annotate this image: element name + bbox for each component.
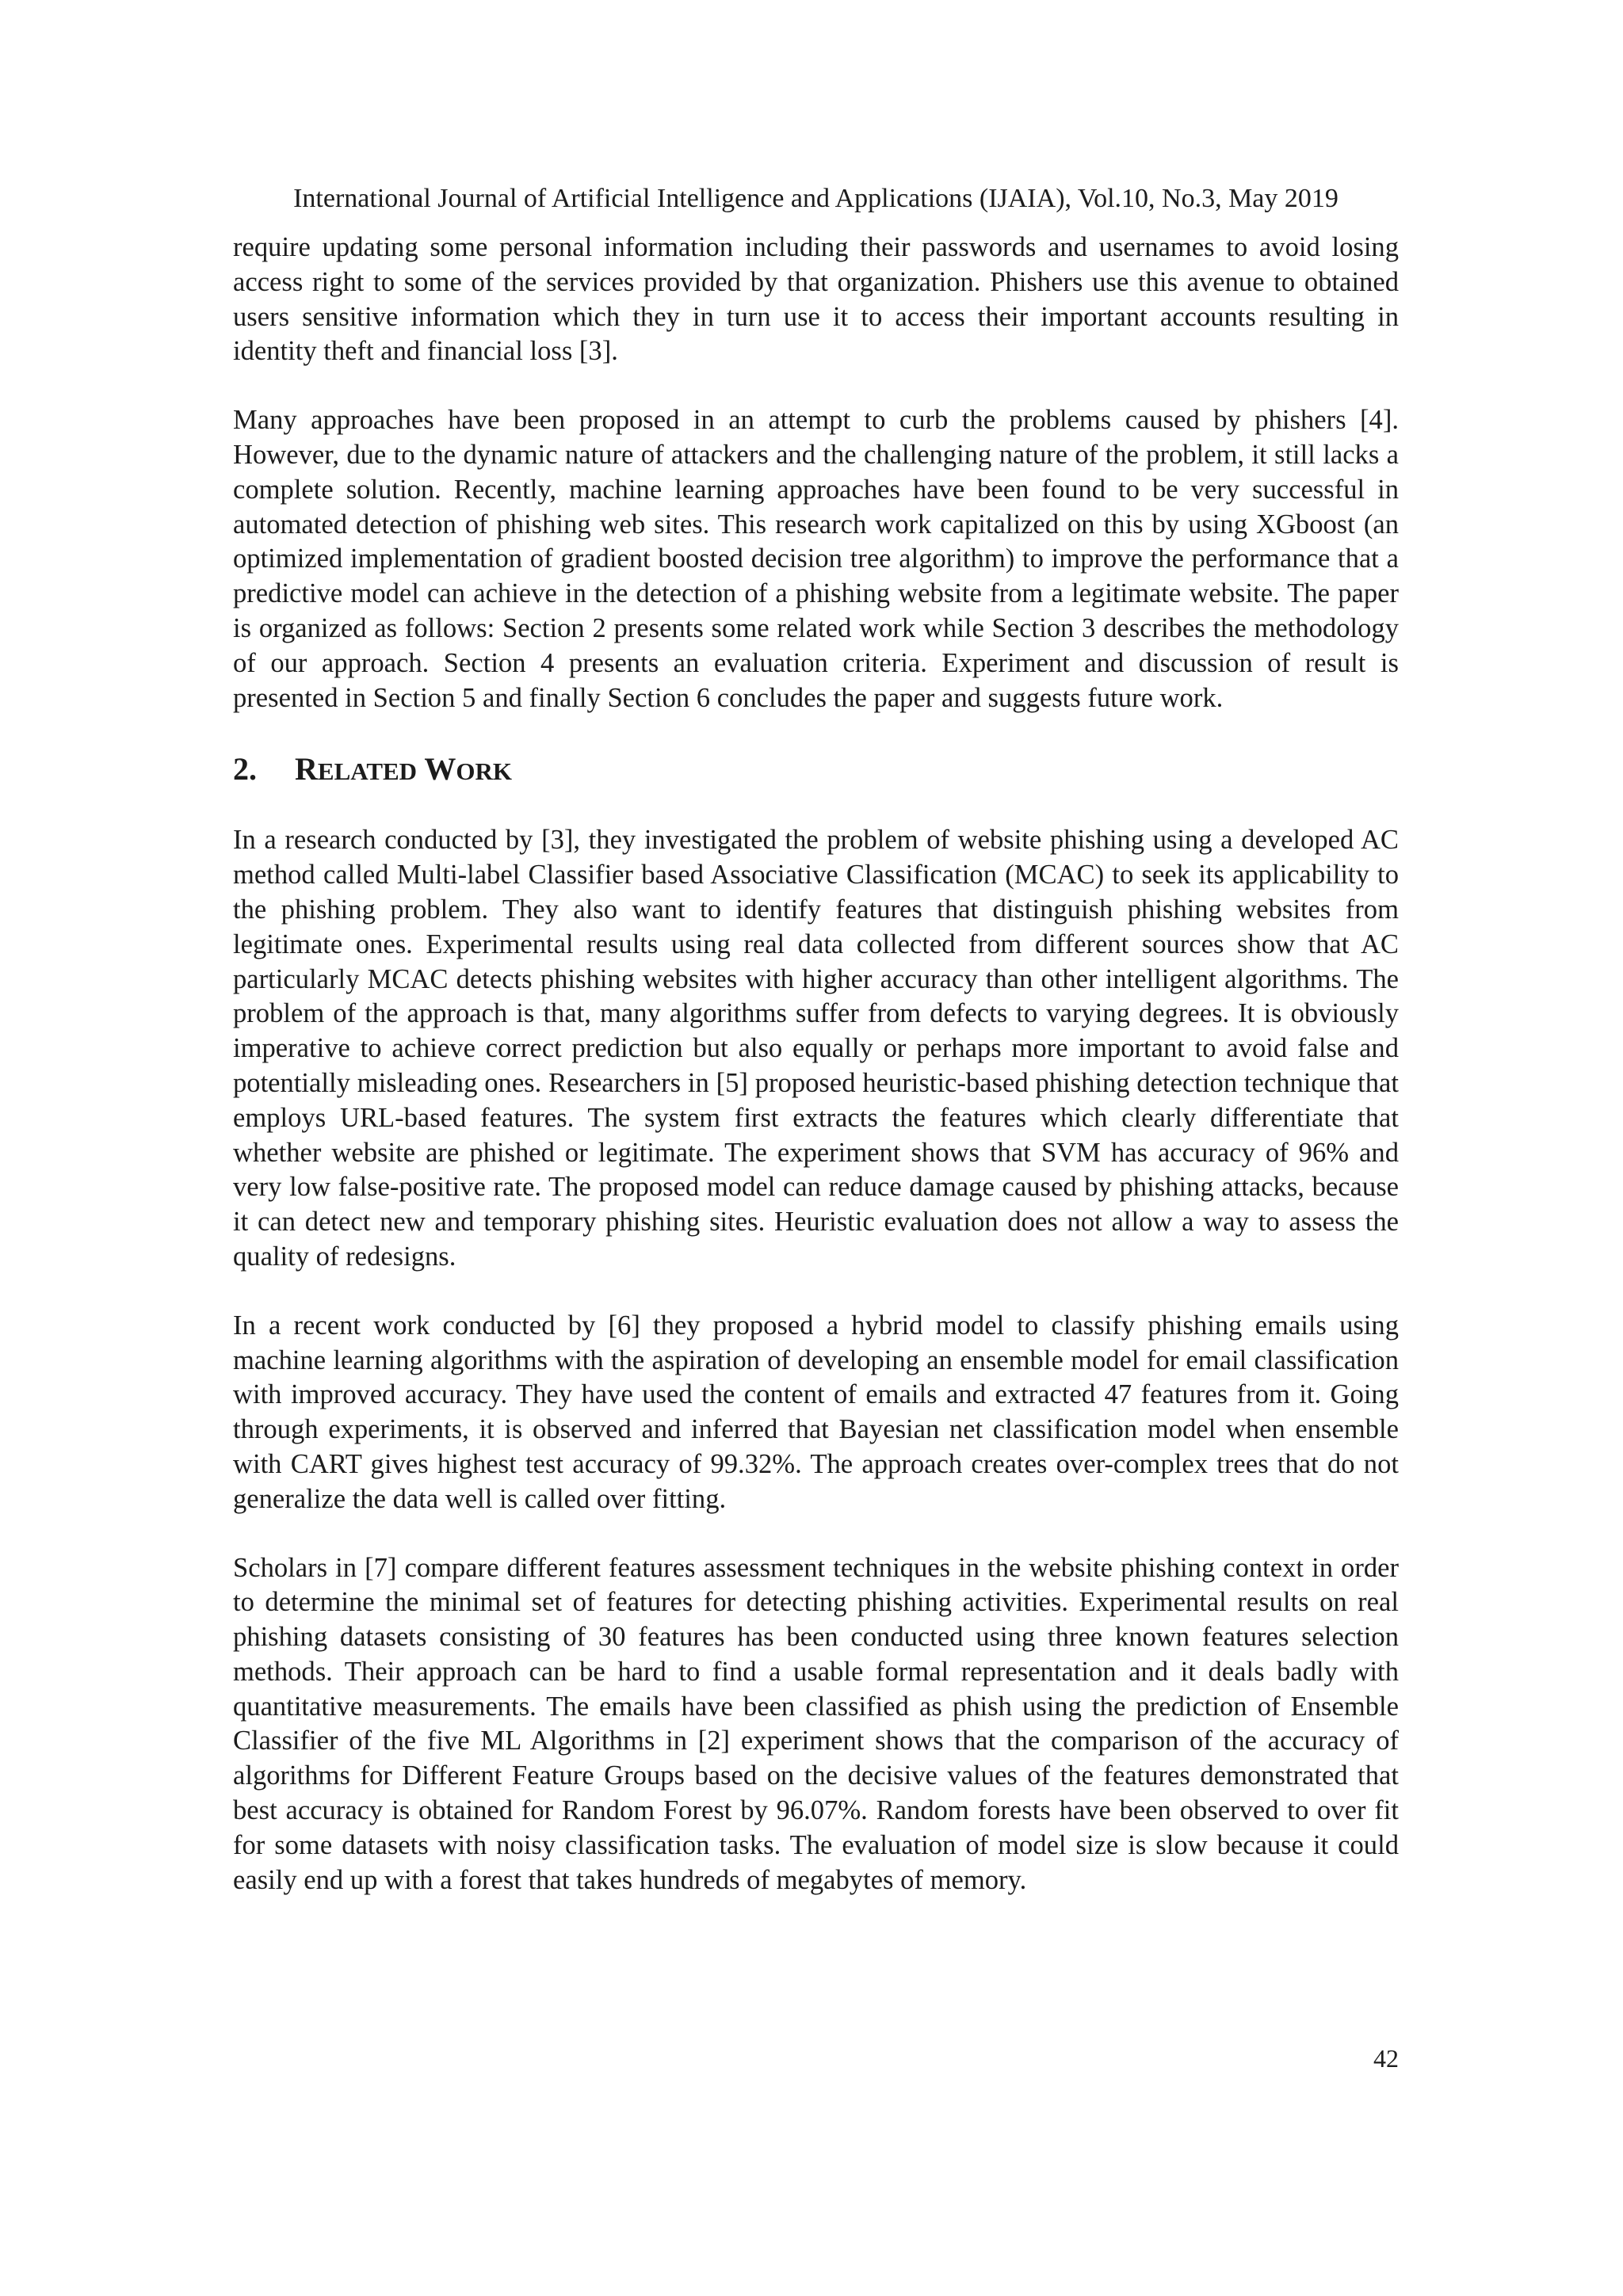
- section-title-rest-2: ORK: [456, 757, 512, 786]
- paragraph-gap: [233, 1275, 1399, 1309]
- paragraph-gap: [233, 369, 1399, 403]
- paragraph-related-work-3: Scholars in [7] compare different features assessment techniques in the website phishing context in order to determine the minimal set of features for detecting phishing activities. Experimental results on real phishing datasets consisting of 30 features has been conducted using three known features selection methods. Their approach can be hard to find a usable formal representation and it deals badly with quantitative measurements. The emails have been classified as phish using the prediction of Ensemble Classifier of the five ML Algorithms in [2] experiment shows that the comparison of the accuracy of algorithms for Different Feature Groups based on the decisive values of the features demonstrated that best accuracy is obtained for Random Forest by 96.07%. Random forests have been observed to over fit for some datasets with noisy classification tasks. The evaluation of model size is slow because it could easily end up with a forest that takes hundreds of megabytes of memory.: [233, 1552, 1399, 1895]
- running-header: International Journal of Artificial Intelligence and Applications (IJAIA), Vol.10, No.3, May 2019: [293, 184, 1338, 213]
- body-text: [233, 231, 1399, 1897]
- paragraph-introduction: Many approaches have been proposed in an attempt to curb the problems caused by phishers [4]. However, due to the dynamic nature of attackers and the challenging nature of the problem, it still lacks a complete solution. Recently, machine learning approaches have been found to be very successful in automated detection of phishing web sites. This research work capitalized on this by using XGboost (an optimized implementation of gradient boosted decision tree algorithm) to improve the performance that a predictive model can achieve in the detection of a phishing website from a legitimate website. The paper is organized as follows: Section 2 presents some related work while Section 3 describes the methodology of our approach. Section 4 presents an evaluation criteria. Experiment and discussion of result is presented in Section 5 and finally Section 6 concludes the paper and suggests future work.: [233, 405, 1399, 713]
- section-heading-related-work: [233, 749, 1399, 790]
- section-title-initial-2: W: [424, 751, 456, 788]
- paragraph-related-work-2: In a recent work conducted by [6] they proposed a hybrid model to classify phishing emails using machine learning algorithms with the aspiration of developing an ensemble model for email classification with improved accuracy. They have used the content of emails and extracted 47 features from it. Going through experiments, it is observed and inferred that Bayesian net classification model when ensemble with CART gives highest test accuracy of 99.32%. The approach creates over-complex trees that do not generalize the data well is called over fitting.: [233, 1310, 1399, 1514]
- paragraph-gap: [233, 1517, 1399, 1551]
- page-number: 42: [1373, 2044, 1399, 2073]
- section-title-initial-1: R: [295, 751, 318, 788]
- paragraph-related-work-1: In a research conducted by [3], they investigated the problem of website phishing using a developed AC method called Multi-label Classifier based Associative Classification (MCAC) to seek its applicability to the phishing problem. They also want to identify features that distinguish phishing websites from legitimate ones. Experimental results using real data collected from different sources show that AC particularly MCAC detects phishing websites with higher accuracy than other intelligent algorithms. The problem of the approach is that, many algorithms suffer from defects to varying degrees. It is obviously imperative to achieve correct prediction but also equally or perhaps more important to avoid false and potentially misleading ones. Researchers in [5] proposed heuristic-based phishing detection technique that employs URL-based features. The system first extracts the features which clearly differentiate that whether website are phished or legitimate. The experiment shows that SVM has accuracy of 96% and very low false-positive rate. The proposed model can reduce damage caused by phishing attacks, because it can detect new and temporary phishing sites. Heuristic evaluation does not allow a way to assess the quality of redesigns.: [233, 825, 1399, 1272]
- section-title-rest-1: ELATED: [317, 757, 418, 786]
- section-number: 2.: [233, 751, 257, 788]
- paragraph-continued: require updating some personal information including their passwords and usernames to avoid losing access right to some of the services provided by that organization. Phishers use this avenue to obtained users sensitive information which they in turn use it to access their important accounts resulting in identity theft and financial loss [3].: [233, 232, 1399, 367]
